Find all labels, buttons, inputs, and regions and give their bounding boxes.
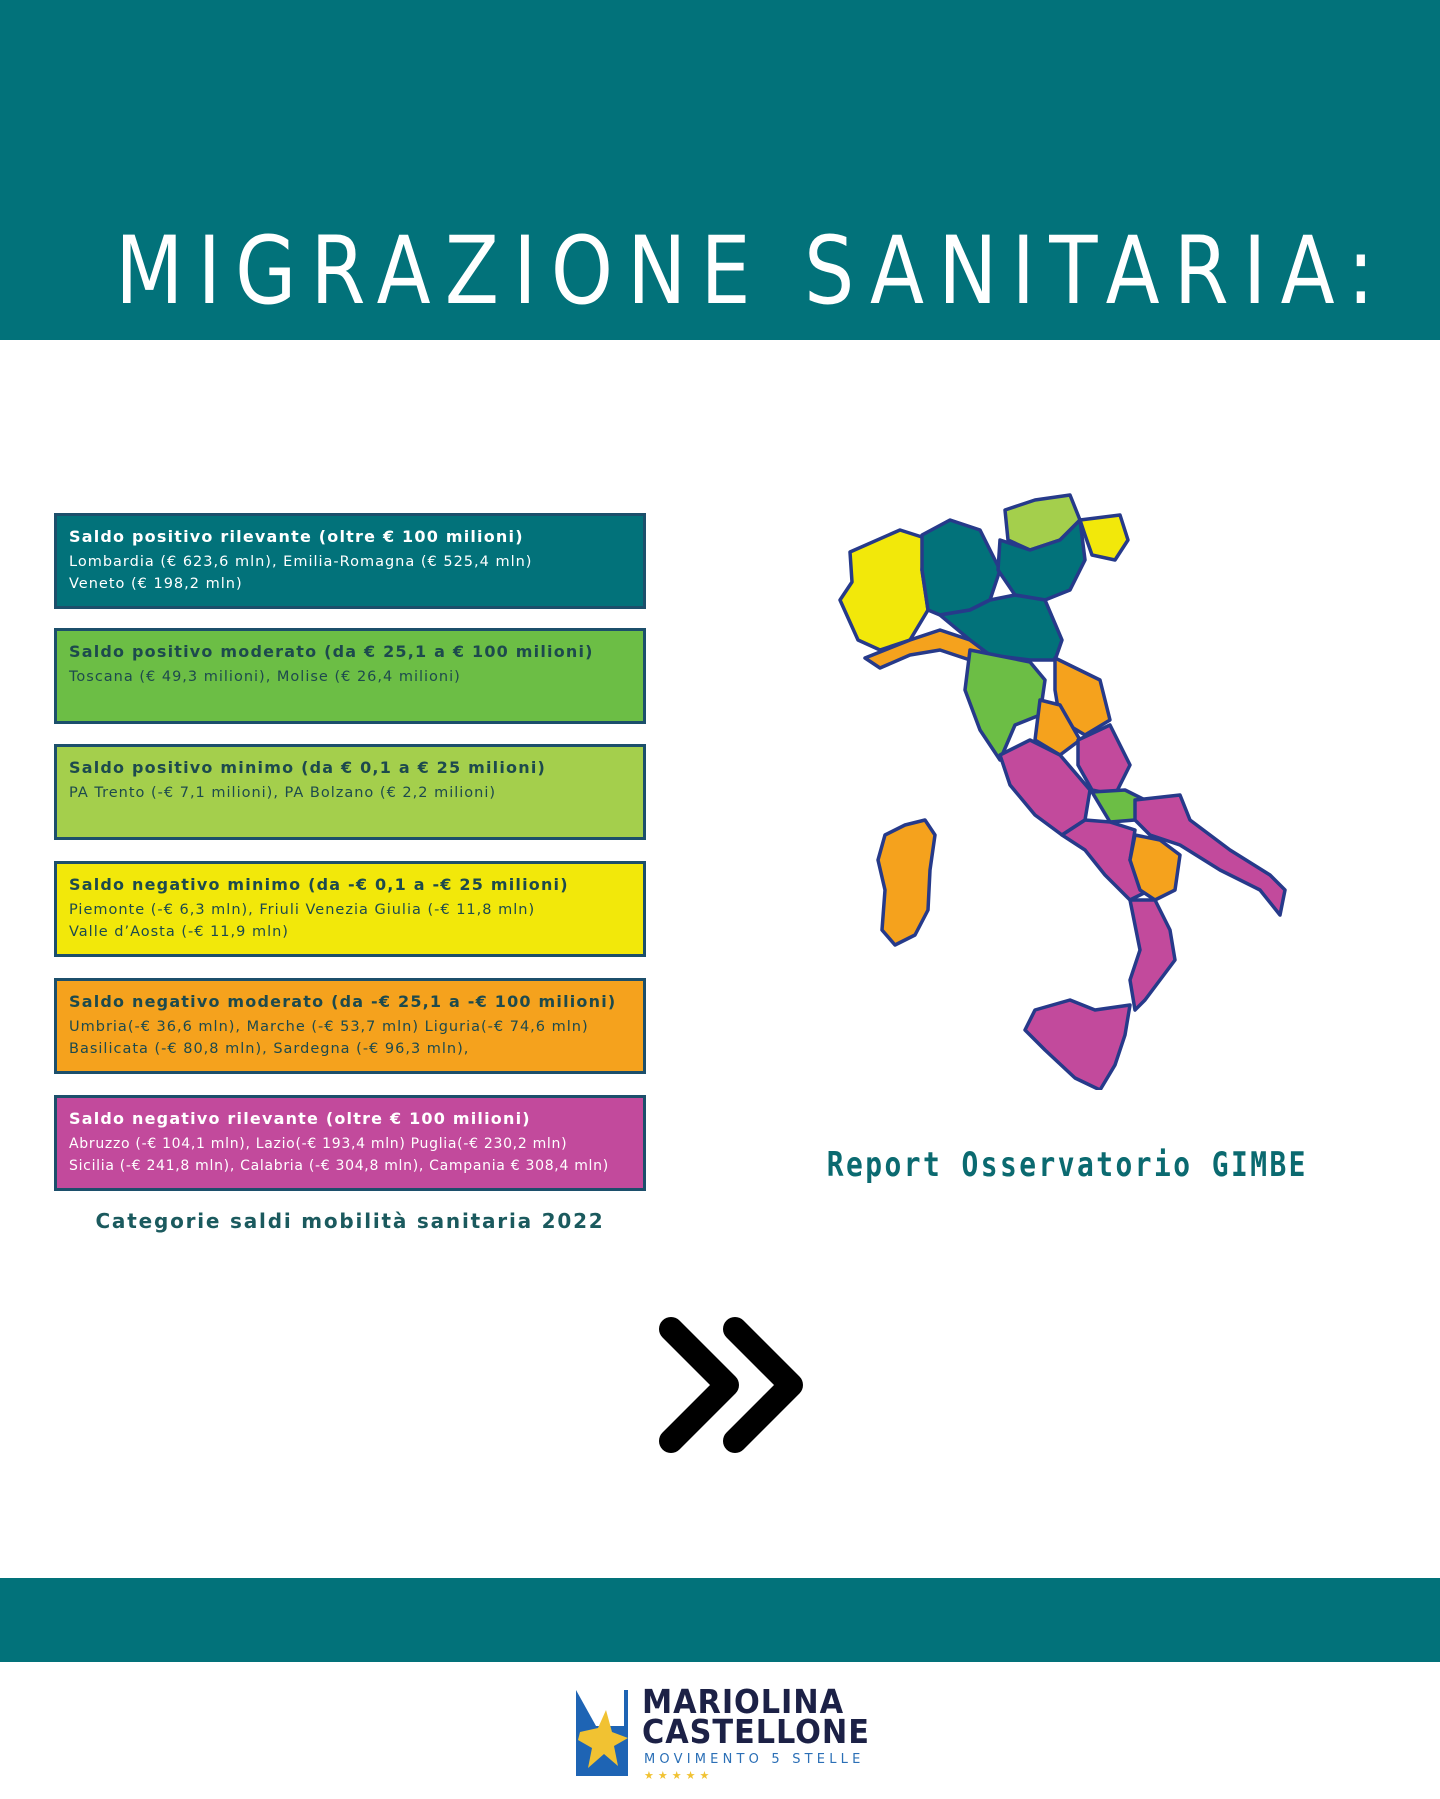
legend-item-positive-high [54,513,646,609]
map-region-sardegna [878,820,935,945]
logo-stars: ★★★★★ [644,1769,714,1782]
legend-line: Toscana (€ 49,3 milioni), Molise (€ 26,4 milioni) [69,669,461,685]
legend-item-positive-moderate [54,628,646,724]
legend-item-negative-moderate [54,978,646,1074]
legend-line: Piemonte (-€ 6,3 mln), Friuli Venezia Giulia (-€ 11,8 mln) [69,902,536,918]
legend-line: Abruzzo (-€ 104,1 mln), Lazio(-€ 193,4 mln) Puglia(-€ 230,2 mln) [69,1136,568,1152]
legend-line: PA Trento (-€ 7,1 milioni), PA Bolzano (€ 2,2 milioni) [69,785,497,801]
legend-line: Valle d’Aosta (-€ 11,9 mln) [69,924,289,940]
legend-line: Lombardia (€ 623,6 mln), Emilia-Romagna (€ 525,4 mln) [69,554,533,570]
legend-title: Saldo positivo moderato (da € 25,1 a € 100 milioni) [69,642,594,661]
footer-logo [574,1682,874,1782]
map-source-label: Report Osservatorio GIMBE [826,1145,1308,1185]
legend-title: Saldo positivo minimo (da € 0,1 a € 25 milioni) [69,758,547,777]
legend-caption: Categorie saldi mobilità sanitaria 2022 [95,1209,605,1233]
page-title: MIGRAZIONE SANITARIA: [115,217,1389,326]
legend-item-negative-high [54,1095,646,1191]
map-region-piemonte [840,530,928,650]
double-chevron-right-icon[interactable] [655,1315,825,1475]
legend-item-negative-minimal [54,861,646,957]
legend-line: Basilicata (-€ 80,8 mln), Sardegna (-€ 96,3 mln), [69,1041,470,1057]
legend-title: Saldo negativo minimo (da -€ 0,1 a -€ 25 milioni) [69,875,569,894]
legend-line: Veneto (€ 198,2 mln) [69,576,243,592]
italy-map [830,490,1320,1090]
map-region-friuli [1080,515,1128,560]
legend-title: Saldo positivo rilevante (oltre € 100 milioni) [69,527,524,546]
legend-line: Sicilia (-€ 241,8 mln), Calabria (-€ 304,8 mln), Campania € 308,4 mln) [69,1158,609,1174]
logo-name-line1: MARIOLINA [642,1682,845,1721]
map-region-sicilia [1025,1000,1130,1090]
legend-title: Saldo negativo rilevante (oltre € 100 milioni) [69,1109,531,1128]
map-region-calabria [1130,900,1175,1010]
logo-name-line2: CASTELLONE [642,1712,870,1751]
footer-band [0,1578,1440,1662]
logo-party: MOVIMENTO 5 STELLE [644,1752,865,1767]
star-logo-icon [574,1688,630,1778]
legend-title: Saldo negativo moderato (da -€ 25,1 a -€ 100 milioni) [69,992,617,1011]
legend-line: Umbria(-€ 36,6 mln), Marche (-€ 53,7 mln) Liguria(-€ 74,6 mln) [69,1019,589,1035]
legend-item-positive-minimal [54,744,646,840]
